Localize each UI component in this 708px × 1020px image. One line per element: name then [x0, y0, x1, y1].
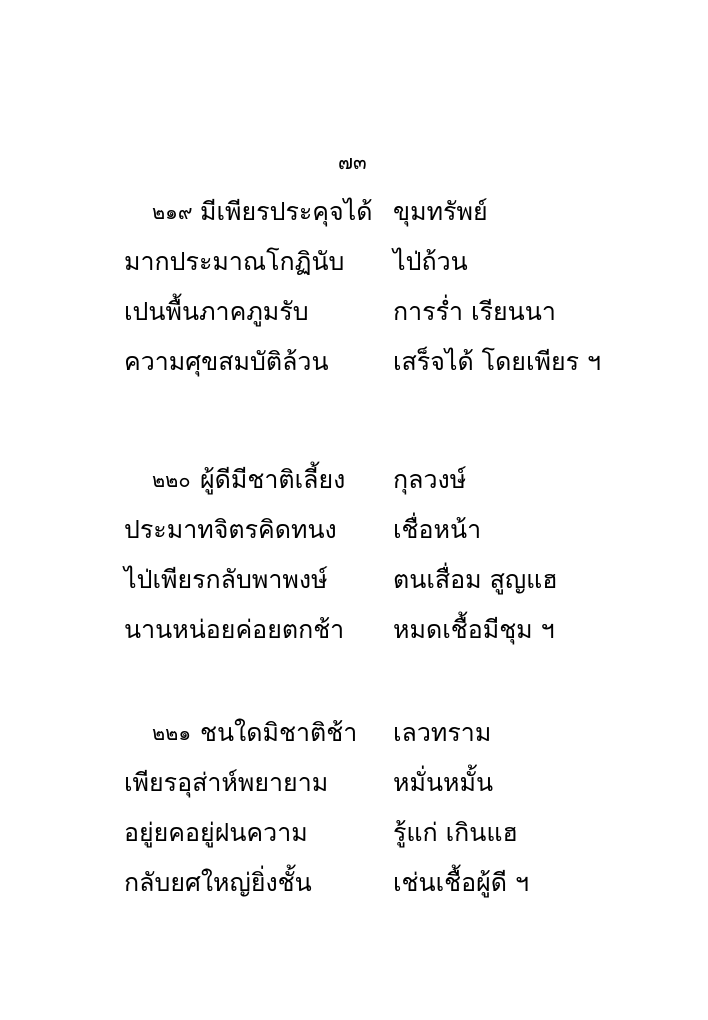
verse-second-half: หมดเชื้อมีชุม ฯ	[393, 615, 555, 644]
verse-line	[0, 708, 708, 758]
stanza-number: ๒๒๐	[152, 468, 191, 492]
stanza-221	[0, 708, 708, 908]
stanza-number: ๒๑๙	[152, 200, 193, 224]
verse-first-half: เพียรอุส่าห์พยายาม	[124, 768, 329, 797]
verse-line	[0, 605, 708, 655]
verse-first-half: เปนพื้นภาคภูมรับ	[124, 297, 309, 326]
page-number: ๗๓	[338, 150, 367, 174]
verse-second-half: ตนเสื่อม สูญแฮ	[393, 565, 558, 594]
verse-first-half: ความศุขสมบัติล้วน	[124, 347, 329, 376]
verse-second-half: ขุมทรัพย์	[393, 197, 488, 226]
verse-first-half: อยู่ยคอยู่ฝนความ	[124, 818, 308, 847]
verse-second-half: เลวทราม	[393, 718, 492, 747]
verse-second-half: หมั่นหมั้น	[393, 768, 494, 797]
verse-first-half: นานหน่อยค่อยตกช้า	[124, 615, 345, 644]
verse-first-half: ผู้ดีมีชาติเลี้ยง	[200, 465, 346, 494]
stanza-number: ๒๒๑	[152, 721, 192, 745]
verse-second-half: เสร็จได้ โดยเพียร ฯ	[393, 347, 602, 376]
verse-first-half: มีเพียรประคุจได้	[200, 197, 373, 226]
verse-second-half: เชื่อหน้า	[393, 515, 482, 544]
verse-first-half: กลับยศใหญ่ยิ่งชั้น	[124, 868, 312, 897]
stanza-219	[0, 187, 708, 387]
verse-line	[0, 505, 708, 555]
verse-second-half: รู้แก่ เกินแฮ	[393, 818, 518, 847]
verse-line	[0, 555, 708, 605]
stanza-220	[0, 455, 708, 655]
verse-line	[0, 858, 708, 908]
verse-second-half: ไป่ถ้วน	[393, 247, 468, 276]
verse-line	[0, 187, 708, 237]
verse-second-half: การร่ำ เรียนนา	[393, 297, 556, 326]
verse-second-half: กุลวงษ์	[393, 465, 467, 494]
verse-line	[0, 287, 708, 337]
verse-first-half: ชนใดมิชาติช้า	[200, 718, 358, 747]
verse-second-half: เช่นเชื้อผู้ดี ฯ	[393, 868, 529, 897]
verse-line	[0, 758, 708, 808]
verse-line	[0, 237, 708, 287]
verse-first-half: มากประมาณโกฏินับ	[124, 247, 345, 276]
verse-line	[0, 337, 708, 387]
verse-first-half: ไป่เพียรกลับพาพงษ์	[124, 565, 328, 594]
verse-line	[0, 455, 708, 505]
verse-line	[0, 808, 708, 858]
verse-first-half: ประมาทจิตรคิดทนง	[124, 515, 337, 544]
